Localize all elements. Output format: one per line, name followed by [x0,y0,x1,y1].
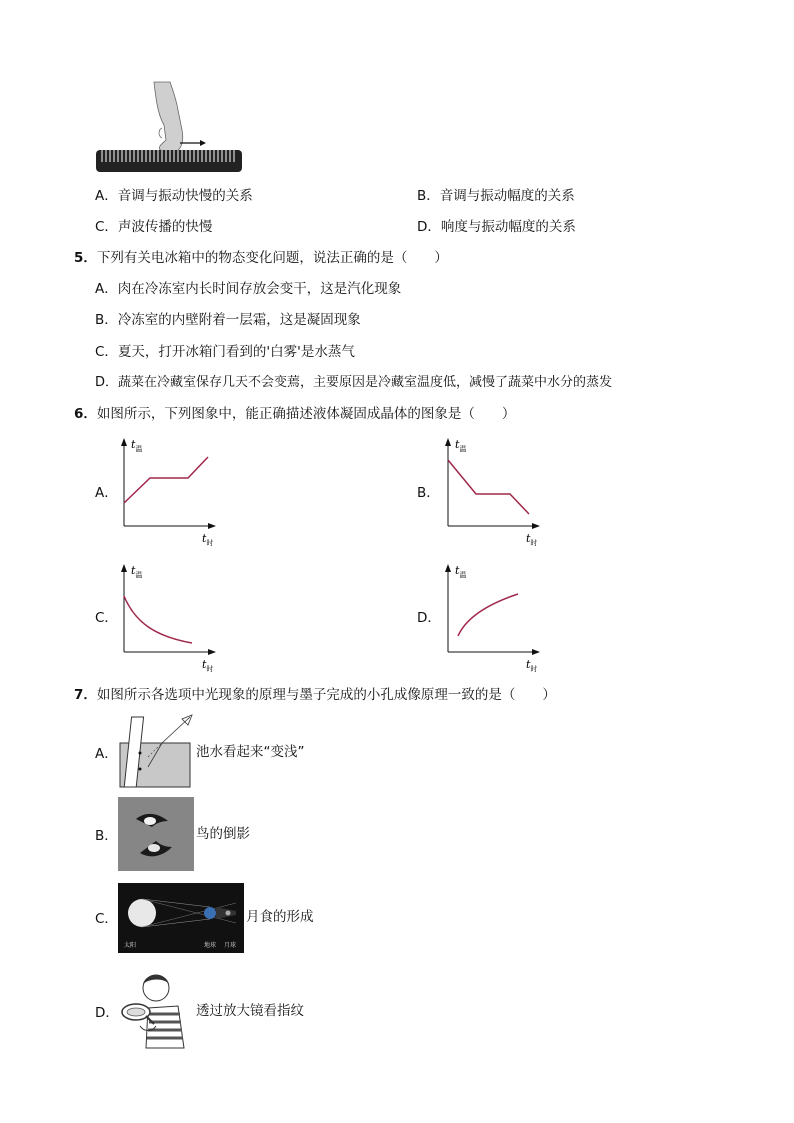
option-letter: C． [95,344,118,360]
question-number: 6． [74,406,97,422]
q5-option-c [95,343,355,361]
x-axis-label: $t_时$ [202,658,214,673]
option-letter: A． [95,188,118,204]
q6-stem [74,405,515,423]
x-axis-label: $t_时$ [526,658,538,673]
option-letter: B． [95,312,118,328]
moon-label: 月球 [224,942,237,949]
earth-label: 地球 [204,942,217,949]
q7-option-a-letter: A． [95,746,118,762]
refraction-figure [118,713,194,789]
graph-d [436,562,546,674]
question-text: 如图所示，下列图象中，能正确描述液体凝固成晶体的图象是（ ） [96,406,516,422]
question-text: 下列有关电冰箱中的物态变化问题，说法正确的是（ ） [96,250,448,266]
question-text: 如图所示各选项中光现象的原理与墨子完成的小孔成像原理一致的是（ ） [96,687,556,703]
bird-reflection-photo [118,797,194,871]
option-text: 声波传播的快慢 [117,219,213,235]
option-letter: B． [417,188,440,204]
curve [124,596,192,643]
q6-option-b-letter: B． [417,485,440,501]
graph-a [112,436,222,548]
q7-option-b-text: 鸟的倒影 [196,826,250,842]
option-text: 冷冻室的内壁附着一层霜，这是凝固现象 [117,312,361,328]
lunar-eclipse-figure [118,883,244,953]
comb-figure [92,80,252,175]
curve [448,460,529,514]
y-axis-label: $t_温$ [131,438,143,453]
magnifier-figure [118,968,198,1052]
graph-c [112,562,222,674]
q4-option-a [95,187,253,205]
option-text: 蔬菜在冷藏室保存几天不会变蔫，主要原因是冷藏室温度低，减慢了蔬菜中水分的蒸发 [118,375,613,390]
q4-option-d [417,218,576,236]
q4-option-c [95,218,212,236]
option-letter: A． [95,281,118,297]
option-text: 肉在冷冻室内长时间存放会变干，这是汽化现象 [117,281,402,297]
q7-option-c-text: 月食的形成 [246,909,314,925]
option-letter: D． [417,219,441,235]
q6-option-a-letter: A． [95,485,118,501]
q7-option-a-text: 池水看起来“变浅” [196,744,305,760]
y-axis-label: $t_温$ [455,438,467,453]
q5-option-b [95,311,361,329]
y-axis-label: $t_温$ [455,564,467,579]
q7-option-b-letter: B． [95,828,118,844]
option-text: 音调与振动幅度的关系 [439,188,575,204]
sun-label: 太阳 [124,942,137,949]
q7-option-d-text: 透过放大镜看指纹 [196,1003,304,1019]
q4-option-b [417,187,575,205]
curve [124,457,208,503]
option-text: 响度与振动幅度的关系 [440,219,576,235]
x-axis-label: $t_时$ [526,532,538,547]
x-axis-label: $t_时$ [202,532,214,547]
q7-stem [74,686,556,704]
q6-option-d-letter: D． [417,610,441,626]
question-number: 5． [74,250,97,266]
option-text: 夏天，打开冰箱门看到的'白雾'是水蒸气 [117,344,355,360]
y-axis-label: $t_温$ [131,564,143,579]
q5-stem [74,249,448,267]
option-text: 音调与振动快慢的关系 [117,188,253,204]
curve [458,594,518,636]
graph-b [436,436,546,548]
q5-option-d [95,374,612,392]
q5-option-a [95,280,401,298]
option-letter: C． [95,219,118,235]
option-letter: D． [95,375,119,390]
q6-option-c-letter: C． [95,610,118,626]
question-number: 7． [74,687,97,703]
q7-option-d-letter: D． [95,1005,119,1021]
q7-option-c-letter: C． [95,911,118,927]
